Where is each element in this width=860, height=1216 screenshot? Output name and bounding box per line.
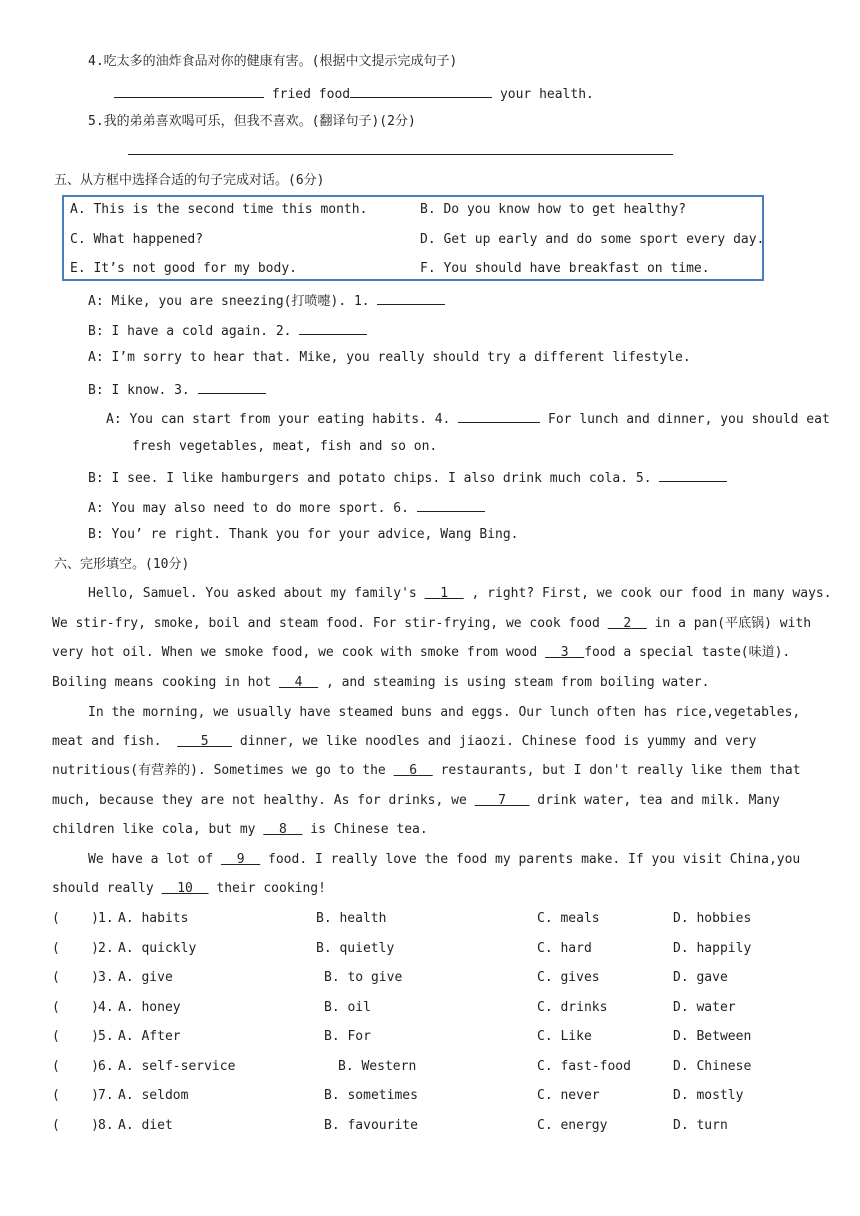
dialogue-blank-5[interactable] <box>659 467 727 482</box>
choice-option-d[interactable]: D. Chinese <box>673 1059 752 1074</box>
dialogue-blank-4[interactable] <box>458 408 540 423</box>
passage-text: We have a lot of <box>88 852 214 867</box>
choice-option-d[interactable]: D. hobbies <box>673 911 752 926</box>
choice-option-d[interactable]: D. mostly <box>673 1088 744 1103</box>
passage-blank-5[interactable]: 5 <box>200 734 209 749</box>
dialogue-line-2 <box>88 320 367 341</box>
dialogue-blank-6[interactable] <box>417 497 485 512</box>
passage-blank-8[interactable]: 8 <box>278 822 287 837</box>
choice-number: 4. <box>98 1000 114 1015</box>
dialogue-line-1 <box>88 290 445 311</box>
passage-blank-6[interactable]: 6 <box>409 763 418 778</box>
passage-text: should really <box>52 881 154 896</box>
dialogue-line-5b: fresh vegetables, meat, fish and so on. <box>132 439 438 454</box>
passage-blank-9[interactable]: 9 <box>236 852 245 867</box>
option-f: F. You should have breakfast on time. <box>420 261 710 276</box>
passage-text: drink water, tea and milk. Many <box>537 793 780 808</box>
choice-number: 6. <box>98 1059 114 1074</box>
dialogue-blank-1[interactable] <box>377 290 445 305</box>
passage-line <box>88 851 800 869</box>
passage-text: food a special taste(味道). <box>584 645 791 660</box>
choice-option-c[interactable]: C. meals <box>537 911 600 926</box>
choice-option-c[interactable]: C. Like <box>537 1029 592 1044</box>
choice-option-a[interactable]: A. quickly <box>118 941 197 956</box>
choice-number: 8. <box>98 1118 114 1133</box>
passage-text: Hello, Samuel. You asked about my family's <box>88 586 417 601</box>
dialogue-text: B: I have a cold again. 2. <box>88 324 292 339</box>
passage-blank-4[interactable]: 4 <box>294 675 303 690</box>
answer-bracket[interactable]: ( ) <box>52 1118 99 1133</box>
dialogue-line-4 <box>88 379 266 400</box>
passage-line <box>52 762 801 780</box>
passage-text: meat and fish. <box>52 734 162 749</box>
answer-bracket[interactable]: ( ) <box>52 1000 99 1015</box>
passage-line <box>52 644 790 662</box>
choice-option-b[interactable]: B. For <box>324 1029 371 1044</box>
passage-line <box>52 821 428 839</box>
passage-line <box>52 733 756 751</box>
dialogue-text: A: You may also need to do more sport. 6. <box>88 501 409 516</box>
choice-option-b[interactable]: B. to give <box>324 970 403 985</box>
dialogue-line-7 <box>88 497 485 518</box>
answer-bracket[interactable]: ( ) <box>52 941 99 956</box>
option-b: B. Do you know how to get healthy? <box>420 202 687 217</box>
q5-blank[interactable] <box>128 140 673 155</box>
choice-option-b[interactable]: B. favourite <box>324 1118 418 1133</box>
choice-option-a[interactable]: A. After <box>118 1029 181 1044</box>
choice-number: 7. <box>98 1088 114 1103</box>
choice-number: 5. <box>98 1029 114 1044</box>
q4-blank-1[interactable] <box>114 83 264 98</box>
choice-option-c[interactable]: C. gives <box>537 970 600 985</box>
passage-text: in a pan(平底锅) with <box>654 616 812 631</box>
choice-option-d[interactable]: D. turn <box>673 1118 728 1133</box>
choice-number: 2. <box>98 941 114 956</box>
choice-option-d[interactable]: D. gave <box>673 970 728 985</box>
choice-option-c[interactable]: C. hard <box>537 941 592 956</box>
passage-text: their cooking! <box>216 881 326 896</box>
passage-blank-3[interactable]: 3 <box>560 645 569 660</box>
answer-bracket[interactable]: ( ) <box>52 911 99 926</box>
option-d: D. Get up early and do some sport every day. <box>420 232 765 247</box>
choice-option-c[interactable]: C. never <box>537 1088 600 1103</box>
q5-answer-line[interactable] <box>128 140 673 161</box>
choice-option-d[interactable]: D. Between <box>673 1029 752 1044</box>
dialogue-text: A: Mike, you are sneezing(打喷嚏). 1. <box>88 294 370 309</box>
dialogue-line-6 <box>88 467 727 488</box>
passage-line <box>52 615 811 633</box>
option-a: A. This is the second time this month. <box>70 202 368 217</box>
passage-text: nutritious(有营养的). Sometimes we go to the <box>52 763 386 778</box>
choice-option-a[interactable]: A. seldom <box>118 1088 189 1103</box>
answer-bracket[interactable]: ( ) <box>52 1029 99 1044</box>
q4-blank-2[interactable] <box>350 83 492 98</box>
answer-bracket[interactable]: ( ) <box>52 970 99 985</box>
q4-sentence <box>114 83 594 104</box>
passage-text: children like cola, but my <box>52 822 256 837</box>
choice-number: 1. <box>98 911 114 926</box>
choice-option-a[interactable]: A. diet <box>118 1118 173 1133</box>
choice-option-a[interactable]: A. honey <box>118 1000 181 1015</box>
q5-label: 5.我的弟弟喜欢喝可乐，但我不喜欢。(翻译句子)(2分) <box>88 114 416 129</box>
choice-option-b[interactable]: B. oil <box>324 1000 371 1015</box>
passage-blank-7[interactable]: 7 <box>498 793 506 808</box>
dialogue-line-5 <box>106 408 830 429</box>
passage-text: , right? First, we cook our food in many ways. <box>471 586 832 601</box>
passage-blank-10[interactable]: 10 <box>177 881 193 896</box>
dialogue-text: B: I know. 3. <box>88 383 190 398</box>
answer-bracket[interactable]: ( ) <box>52 1059 99 1074</box>
choice-number: 3. <box>98 970 114 985</box>
passage-text: restaurants, but I don't really like them that <box>440 763 801 778</box>
passage-line <box>52 792 780 810</box>
dialogue-line-8: B: You’ re right. Thank you for your advice, Wang Bing. <box>88 527 519 542</box>
dialogue-line-3: A: I’m sorry to hear that. Mike, you really should try a different lifestyle. <box>88 350 691 365</box>
q4-label: 4.吃太多的油炸食品对你的健康有害。(根据中文提示完成句子) <box>88 54 458 69</box>
passage-blank-1[interactable]: 1 <box>440 586 449 601</box>
section5-title: 五、从方框中选择合适的句子完成对话。(6分) <box>54 173 325 188</box>
choice-option-c[interactable]: C. energy <box>537 1118 608 1133</box>
passage-text: very hot oil. When we smoke food, we cook with smoke from wood <box>52 645 538 660</box>
passage-blank-2[interactable]: 2 <box>623 616 632 631</box>
choice-option-a[interactable]: A. self-service <box>118 1059 236 1074</box>
passage-line <box>52 674 709 692</box>
choice-option-b[interactable]: B. health <box>316 911 387 926</box>
option-e: E. It’s not good for my body. <box>70 261 297 276</box>
dialogue-blank-3[interactable] <box>198 379 266 394</box>
q4-middle: fried food <box>271 87 351 102</box>
answer-bracket[interactable]: ( ) <box>52 1088 99 1103</box>
dialogue-blank-2[interactable] <box>299 320 367 335</box>
passage-text: much, because they are not healthy. As for drinks, we <box>52 793 467 808</box>
passage-text: dinner, we like noodles and jiaozi. Chinese food is yummy and very <box>239 734 757 749</box>
choice-option-b[interactable]: B. Western <box>338 1059 417 1074</box>
passage-text: We stir-fry, smoke, boil and steam food. For stir-frying, we cook food <box>52 616 600 631</box>
choice-option-b[interactable]: B. quietly <box>316 941 395 956</box>
section6-title: 六、完形填空。(10分) <box>54 557 190 572</box>
passage-text: Boiling means cooking in hot <box>52 675 272 690</box>
passage-text: is Chinese tea. <box>310 822 428 837</box>
dialogue-text: A: You can start from your eating habits. 4. <box>106 412 451 427</box>
passage-line <box>52 880 326 898</box>
q4-end: your health. <box>499 87 594 102</box>
choice-option-a[interactable]: A. habits <box>118 911 189 926</box>
dialogue-text: For lunch and dinner, you should eat <box>548 412 830 427</box>
choice-option-c[interactable]: C. fast-food <box>537 1059 631 1074</box>
choice-option-d[interactable]: D. happily <box>673 941 752 956</box>
choice-option-a[interactable]: A. give <box>118 970 173 985</box>
passage-line: In the morning, we usually have steamed buns and eggs. Our lunch often has rice,vegetables, <box>88 705 801 720</box>
passage-text: food. I really love the food my parents make. If you visit China,you <box>268 852 801 867</box>
choice-option-b[interactable]: B. sometimes <box>324 1088 418 1103</box>
choice-option-d[interactable]: D. water <box>673 1000 736 1015</box>
passage-line <box>88 585 832 603</box>
dialogue-text: B: I see. I like hamburgers and potato chips. I also drink much cola. 5. <box>88 471 652 486</box>
option-c: C. What happened? <box>70 232 204 247</box>
choice-option-c[interactable]: C. drinks <box>537 1000 608 1015</box>
passage-text: , and steaming is using steam from boiling water. <box>325 675 710 690</box>
